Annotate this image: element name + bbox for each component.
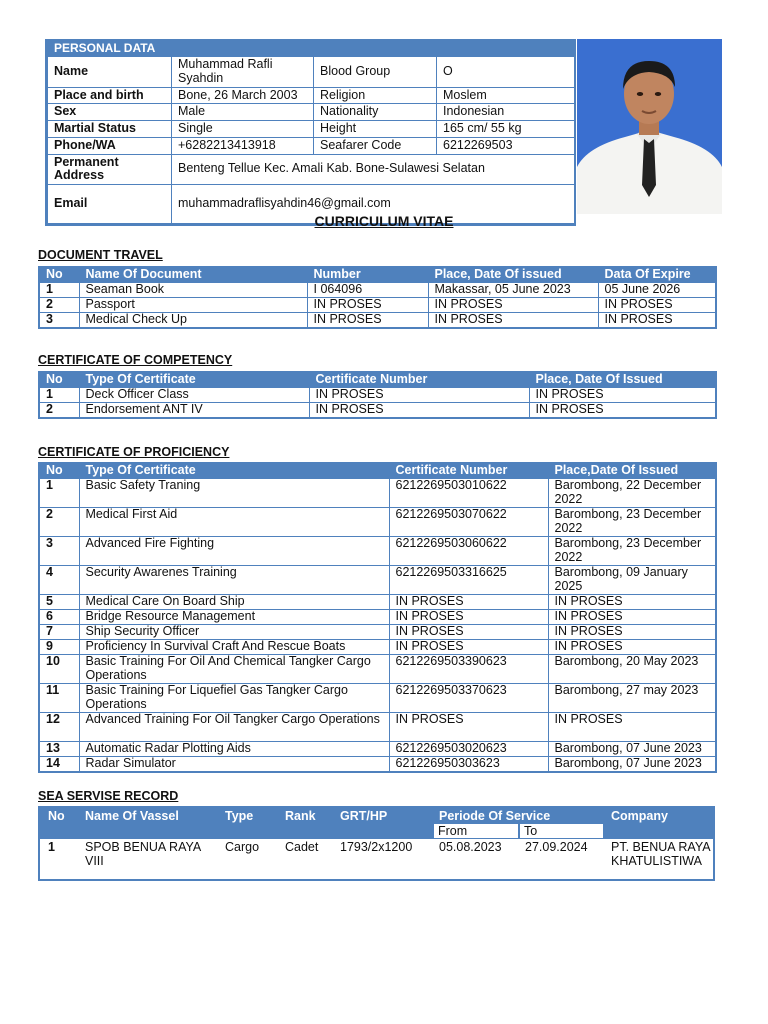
cell-issued: IN PROSES — [548, 712, 716, 741]
cell-issued: IN PROSES — [548, 624, 716, 639]
name-value: Muhammad Rafli Syahdin — [172, 57, 314, 88]
personal-row — [48, 154, 575, 185]
cell-certificate: Proficiency In Survival Craft And Rescue Boats — [79, 639, 389, 654]
cell-no: 5 — [39, 594, 79, 609]
cell-number: 6212269503390623 — [389, 654, 548, 683]
cell-issued: Barombong, 27 may 2023 — [548, 683, 716, 712]
cell-to: 27.09.2024 — [525, 840, 588, 854]
cell-number: IN PROSES — [309, 402, 529, 417]
personal-row — [48, 121, 575, 138]
profile-photo — [577, 39, 722, 214]
cell-certificate: Basic Training For Oil And Chemical Tangker Cargo Operations — [79, 654, 389, 683]
cell-no: 1 — [48, 840, 55, 854]
header-rank: Rank — [285, 809, 316, 823]
cell-certificate: Basic Safety Traning — [79, 478, 389, 507]
cell-certificate: Radar Simulator — [79, 756, 389, 771]
cell-certificate: Deck Officer Class — [79, 387, 309, 402]
cell-expire: IN PROSES — [598, 312, 716, 327]
cell-number: I 064096 — [307, 282, 428, 297]
cell-issued: Barombong, 09 January 2025 — [548, 565, 716, 594]
cell-issued: IN PROSES — [428, 312, 598, 327]
header-no: No — [39, 372, 79, 387]
cell-certificate: Endorsement ANT IV — [79, 402, 309, 417]
cell-no: 3 — [39, 312, 79, 327]
table-row — [39, 609, 716, 624]
cell-certificate: Basic Training For Liquefiel Gas Tangker Cargo Operations — [79, 683, 389, 712]
cell-number: IN PROSES — [389, 624, 548, 639]
cell-number: 6212269503020623 — [389, 741, 548, 756]
cell-number: 6212269503010622 — [389, 478, 548, 507]
cell-issued: Barombong, 23 December 2022 — [548, 507, 716, 536]
cell-number: 6212269503070622 — [389, 507, 548, 536]
sex-value: Male — [172, 104, 314, 121]
header-grt-hp: GRT/HP — [340, 809, 388, 823]
cell-number: IN PROSES — [389, 609, 548, 624]
cell-number: IN PROSES — [307, 297, 428, 312]
cell-issued: IN PROSES — [548, 609, 716, 624]
proficiency-title: CERTIFICATE OF PROFICIENCY — [38, 445, 230, 459]
cell-no: 3 — [39, 536, 79, 565]
competency-table — [38, 371, 717, 419]
cell-document: Medical Check Up — [79, 312, 307, 327]
cell-number: 6212269503060622 — [389, 536, 548, 565]
header-vessel-name: Name Of Vassel — [85, 809, 179, 823]
cell-issued: Barombong, 07 June 2023 — [548, 756, 716, 771]
personal-data-title: PERSONAL DATA — [47, 41, 574, 56]
cell-number: 621226950303623 — [389, 756, 548, 771]
religion-value: Moslem — [437, 87, 575, 104]
table-row — [39, 536, 716, 565]
cell-no: 9 — [39, 639, 79, 654]
table-row — [39, 297, 716, 312]
header-place-date-issued: Place, Date Of Issued — [529, 372, 716, 387]
phone-value: +6282213413918 — [172, 137, 314, 154]
table-row — [39, 712, 716, 741]
personal-row — [48, 57, 575, 88]
header-certificate-type: Type Of Certificate — [79, 463, 389, 478]
email-value: muhammadraflisyahdin46@gmail.com — [172, 185, 575, 224]
nationality-value: Indonesian — [437, 104, 575, 121]
cell-issued: Barombong, 07 June 2023 — [548, 741, 716, 756]
header-document-name: Name Of Document — [79, 267, 307, 282]
table-row — [39, 756, 716, 771]
table-row — [39, 478, 716, 507]
table-header-row — [39, 267, 716, 282]
address-label: Permanent Address — [48, 154, 172, 185]
table-row — [39, 741, 716, 756]
cell-number: IN PROSES — [389, 712, 548, 741]
header-place-date-issued: Place, Date Of issued — [428, 267, 598, 282]
blood-group-value: O — [437, 57, 575, 88]
cell-no: 10 — [39, 654, 79, 683]
personal-data-section — [45, 39, 576, 226]
sea-service-table — [38, 806, 715, 881]
cell-certificate: Bridge Resource Management — [79, 609, 389, 624]
header-from: From — [434, 824, 518, 838]
header-no: No — [39, 463, 79, 478]
table-row — [39, 402, 716, 417]
cell-no: 1 — [39, 387, 79, 402]
place-birth-label: Place and birth — [48, 87, 172, 104]
blood-group-label: Blood Group — [314, 57, 437, 88]
header-period-of-service: Periode Of Service — [439, 809, 551, 823]
header-no: No — [48, 809, 65, 823]
header-number: Number — [307, 267, 428, 282]
height-value: 165 cm/ 55 kg — [437, 121, 575, 138]
cell-issued: IN PROSES — [529, 387, 716, 402]
sex-label: Sex — [48, 104, 172, 121]
cell-no: 12 — [39, 712, 79, 741]
cell-number: IN PROSES — [307, 312, 428, 327]
cell-certificate: Automatic Radar Plotting Aids — [79, 741, 389, 756]
cell-from: 05.08.2023 — [439, 840, 502, 854]
cell-certificate: Medical First Aid — [79, 507, 389, 536]
header-place-date-issued: Place,Date Of Issued — [548, 463, 716, 478]
table-row — [39, 387, 716, 402]
cell-number: IN PROSES — [389, 594, 548, 609]
cell-number: IN PROSES — [389, 639, 548, 654]
header-to: To — [520, 824, 603, 838]
cell-type: Cargo — [225, 840, 260, 854]
cell-issued: IN PROSES — [548, 594, 716, 609]
seafarer-code-value: 6212269503 — [437, 137, 575, 154]
proficiency-table — [38, 462, 717, 773]
cell-grt: 1793/2x1200 — [340, 840, 413, 854]
nationality-label: Nationality — [314, 104, 437, 121]
table-row — [39, 312, 716, 327]
cell-issued: Barombong, 20 May 2023 — [548, 654, 716, 683]
cell-no: 4 — [39, 565, 79, 594]
cell-company: PT. BENUA RAYA KHATULISTIWA — [611, 840, 710, 868]
marital-status-label: Martial Status — [48, 121, 172, 138]
cell-document: Seaman Book — [79, 282, 307, 297]
table-row — [39, 683, 716, 712]
cell-no: 1 — [39, 282, 79, 297]
cell-no: 13 — [39, 741, 79, 756]
personal-row — [48, 104, 575, 121]
cell-issued: IN PROSES — [529, 402, 716, 417]
address-value: Benteng Tellue Kec. Amali Kab. Bone-Sulawesi Selatan — [172, 154, 575, 185]
header-no: No — [39, 267, 79, 282]
cell-issued: Barombong, 23 December 2022 — [548, 536, 716, 565]
table-header-row — [39, 463, 716, 478]
header-company: Company — [611, 809, 668, 823]
header-certificate-number: Certificate Number — [389, 463, 548, 478]
table-row — [39, 654, 716, 683]
header-type: Type — [225, 809, 254, 823]
cell-no: 2 — [39, 297, 79, 312]
cell-expire: IN PROSES — [598, 297, 716, 312]
cell-certificate: Advanced Fire Fighting — [79, 536, 389, 565]
cell-no: 14 — [39, 756, 79, 771]
competency-title: CERTIFICATE OF COMPETENCY — [38, 353, 233, 367]
table-header-row — [39, 372, 716, 387]
table-row — [39, 624, 716, 639]
marital-status-value: Single — [172, 121, 314, 138]
cell-no: 1 — [39, 478, 79, 507]
cell-certificate: Medical Care On Board Ship — [79, 594, 389, 609]
table-row — [39, 507, 716, 536]
document-travel-title: DOCUMENT TRAVEL — [38, 248, 163, 262]
cell-number: 6212269503316625 — [389, 565, 548, 594]
name-label: Name — [48, 57, 172, 88]
cell-issued: IN PROSES — [428, 297, 598, 312]
cell-document: Passport — [79, 297, 307, 312]
cell-issued: Barombong, 22 December 2022 — [548, 478, 716, 507]
personal-row — [48, 137, 575, 154]
cell-number: IN PROSES — [309, 387, 529, 402]
place-birth-value: Bone, 26 March 2003 — [172, 87, 314, 104]
person-portrait-icon — [577, 39, 722, 214]
table-row — [39, 594, 716, 609]
header-expire: Data Of Expire — [598, 267, 716, 282]
table-row — [39, 282, 716, 297]
cell-vessel: SPOB BENUA RAYA VIII — [85, 840, 201, 868]
cell-issued: Makassar, 05 June 2023 — [428, 282, 598, 297]
cell-no: 2 — [39, 402, 79, 417]
cell-certificate: Advanced Training For Oil Tangker Cargo Operations — [79, 712, 389, 741]
cell-issued: IN PROSES — [548, 639, 716, 654]
email-label: Email — [48, 185, 172, 224]
document-travel-table — [38, 266, 717, 329]
cell-no: 11 — [39, 683, 79, 712]
cell-certificate: Ship Security Officer — [79, 624, 389, 639]
height-label: Height — [314, 121, 437, 138]
cell-certificate: Security Awarenes Training — [79, 565, 389, 594]
cell-no: 6 — [39, 609, 79, 624]
cell-expire: 05 June 2026 — [598, 282, 716, 297]
seafarer-code-label: Seafarer Code — [314, 137, 437, 154]
religion-label: Religion — [314, 87, 437, 104]
table-row — [39, 639, 716, 654]
cell-no: 7 — [39, 624, 79, 639]
personal-row — [48, 87, 575, 104]
cell-no: 2 — [39, 507, 79, 536]
personal-data-table — [47, 56, 575, 224]
sea-service-title: SEA SERVISE RECORD — [38, 789, 179, 803]
phone-label: Phone/WA — [48, 137, 172, 154]
cell-number: 6212269503370623 — [389, 683, 548, 712]
header-certificate-type: Type Of Certificate — [79, 372, 309, 387]
table-row — [39, 565, 716, 594]
cell-rank: Cadet — [285, 840, 319, 854]
header-certificate-number: Certificate Number — [309, 372, 529, 387]
cv-title: CURRICULUM VITAE — [314, 213, 454, 229]
